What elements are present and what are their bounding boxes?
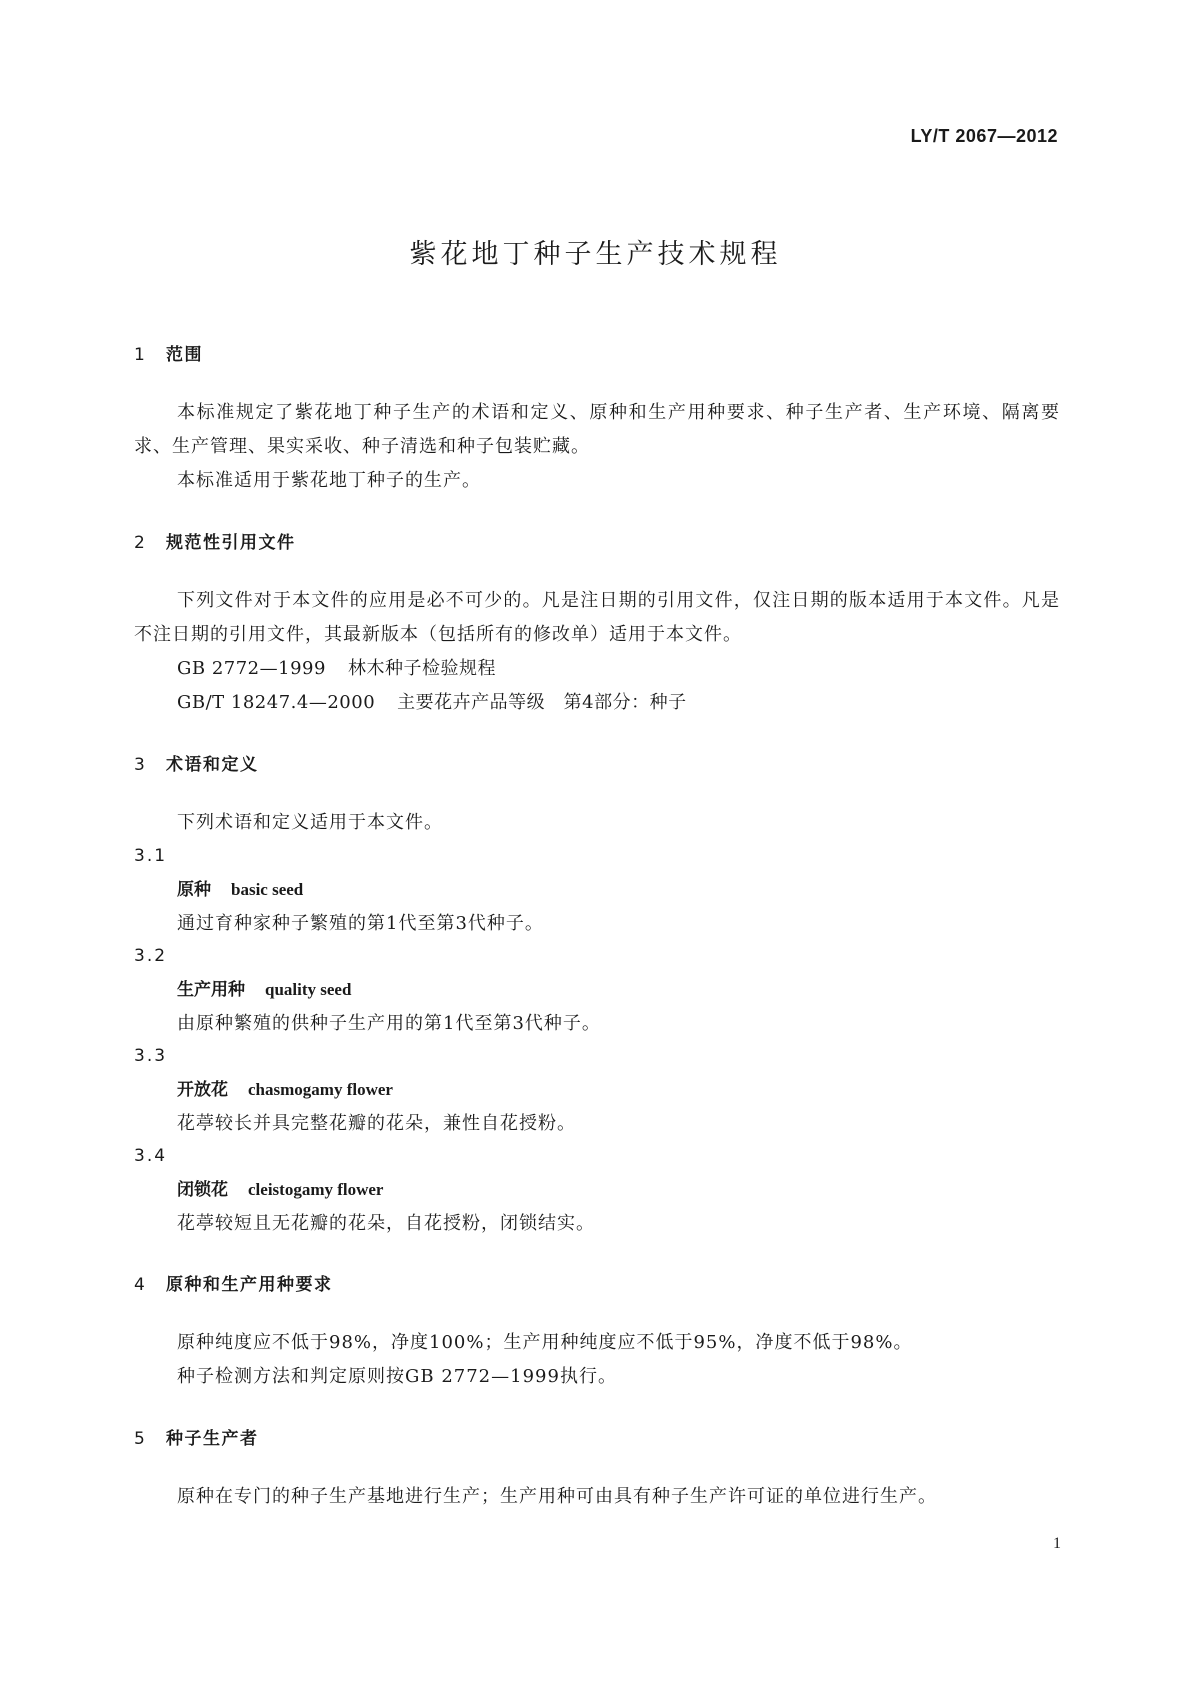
term-en: basic seed [231,880,304,899]
section-title: 术语和定义 [166,755,259,775]
term-zh: 生产用种 [177,980,245,1000]
term-definition: 由原种繁殖的供种子生产用的第1代至第3代种子。 [177,1013,601,1034]
term-definition: 花葶较短且无花瓣的花朵，自花授粉，闭锁结实。 [177,1213,595,1234]
section-title: 范围 [166,345,203,365]
term-number: 3.4 [134,1146,168,1166]
paragraph: 本标准适用于紫花地丁种子的生产。 [177,470,481,491]
section-number: 2 [134,533,147,553]
reference-code: GB/T 18247.4—2000 [177,692,376,713]
section-seed-producer [134,1424,1060,1514]
section-number: 5 [134,1429,147,1449]
paragraph: 原种纯度应不低于98%，净度100%；生产用种纯度应不低于95%，净度不低于98%。 [177,1332,913,1353]
term-definition: 花葶较长并具完整花瓣的花朵，兼性自花授粉。 [177,1113,576,1134]
section-scope [134,340,1060,498]
paragraph: 下列文件对于本文件的应用是必不可少的。凡是注日期的引用文件，仅注日期的版本适用于本文件。凡是不注日期的引用文件，其最新版本（包括所有的修改单）适用于本文件。 [134,590,1060,645]
paragraph: 下列术语和定义适用于本文件。 [177,812,443,833]
term-number: 3.2 [134,946,168,966]
paragraph: 种子检测方法和判定原则按GB 2772—1999执行。 [177,1366,617,1387]
reference-item [134,652,1060,686]
page-number: 1 [1053,1535,1061,1552]
term-name [134,1073,1060,1107]
paragraph: 本标准规定了紫花地丁种子生产的术语和定义、原种和生产用种要求、种子生产者、生产环境、隔离要求、生产管理、果实采收、种子清选和种子包装贮藏。 [134,402,1060,457]
reference-item [134,686,1060,720]
reference-code: GB 2772—1999 [177,658,326,679]
section-title: 种子生产者 [166,1429,259,1449]
term-number: 3.3 [134,1046,168,1066]
section-heading [134,750,1060,780]
term-en: chasmogamy flower [248,1080,393,1099]
section-heading [134,1424,1060,1454]
term-definition: 通过育种家种子繁殖的第1代至第3代种子。 [177,913,544,934]
section-normative-references [134,528,1060,720]
document-body [134,340,1060,1514]
term-en: quality seed [265,980,352,999]
term-zh: 原种 [177,880,211,900]
section-number: 1 [134,345,147,365]
section-heading [134,1270,1060,1300]
paragraph: 原种在专门的种子生产基地进行生产；生产用种可由具有种子生产许可证的单位进行生产。 [177,1486,937,1507]
term-name [134,973,1060,1007]
section-number: 3 [134,755,147,775]
term-number: 3.1 [134,846,168,866]
document-title: 紫花地丁种子生产技术规程 [409,239,782,270]
term-name [134,1173,1060,1207]
section-terms-definitions [134,750,1060,1240]
section-title: 原种和生产用种要求 [166,1275,333,1295]
reference-title: 主要花卉产品等级 第4部分：种子 [397,692,687,713]
term-zh: 闭锁花 [177,1180,228,1200]
term-name [134,873,1060,907]
reference-title: 林木种子检验规程 [347,658,496,679]
section-number: 4 [134,1275,147,1295]
section-title: 规范性引用文件 [166,533,296,553]
term-zh: 开放花 [177,1080,228,1100]
term-en: cleistogamy flower [248,1180,384,1199]
section-heading [134,528,1060,558]
section-heading [134,340,1060,370]
standard-code: LY/T 2067—2012 [910,126,1058,146]
section-seed-requirements [134,1270,1060,1394]
